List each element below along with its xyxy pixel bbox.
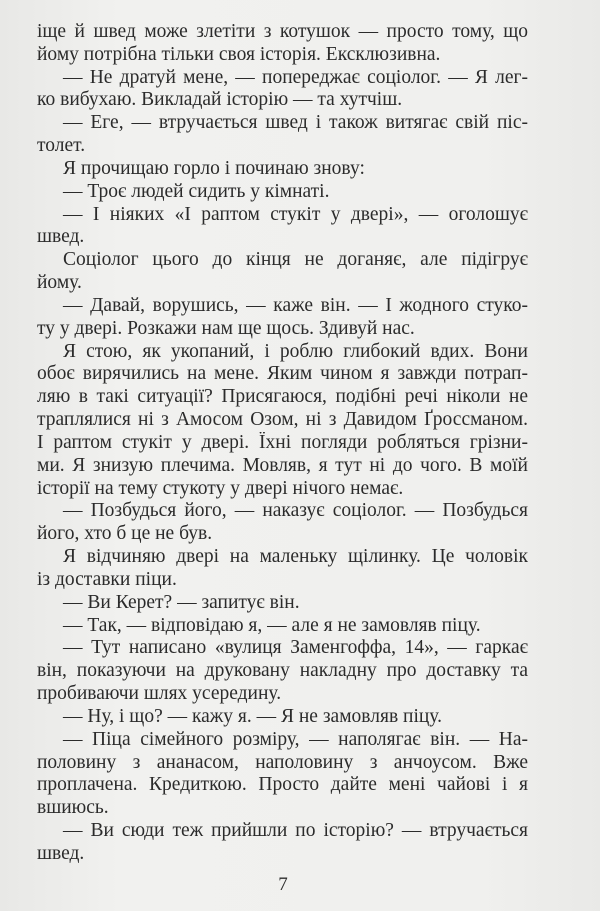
text-line: — Тут написано «вулиця Заменгоффа, 14», — гаркає — [63, 637, 528, 659]
text-line: Я прочищаю горло і починаю знову: — [63, 157, 365, 179]
text-line: — Ну, і що? — кажу я. — Я не замовляв піцу. — [63, 705, 442, 727]
text-line: — Ви Керет? — запитує він. — [63, 591, 300, 613]
text-line: — Троє людей сидить у кімнаті. — [63, 180, 330, 202]
text-line: швед. — [37, 842, 85, 864]
text-line: він, показуючи на друковану накладну про доставку та — [37, 660, 528, 682]
text-line: обоє вирячились на мене. Яким чином я завжди потрап- — [37, 363, 528, 385]
text-line: із доставки піци. — [37, 568, 177, 590]
text-line: Я відчиняю двері на маленьку щілинку. Це чоловік — [63, 546, 528, 568]
text-line: історії на тему стукоту у двері нічого немає. — [37, 477, 404, 499]
text-line: ту у двері. Розкажи нам ще щось. Здивуй нас. — [37, 317, 415, 339]
page-number: 7 — [278, 874, 288, 895]
text-line: Соціолог цього до кінця не доганяє, але підігрує — [63, 249, 528, 271]
text-line: — Ви сюди теж прийшли по історію? — втручається — [63, 819, 528, 841]
text-line: вшиюсь. — [37, 797, 109, 819]
text-line: проплачена. Кредиткою. Просто дайте мені чайові і я — [37, 774, 528, 796]
text-line: половину з ананасом, наполовину з анчоусом. Вже — [37, 751, 528, 773]
text-line: швед. — [37, 226, 85, 248]
text-line: пробиваючи шлях усередину. — [37, 683, 282, 705]
text-line: І раптом стукіт у двері. Їхні погляди робляться грізни- — [37, 431, 528, 453]
text-line: — Позбудься його, — наказує соціолог. — Позбудься — [63, 500, 528, 522]
text-line: ми. Я знизую плечима. Мовляв, я тут ні до чого. В моїй — [37, 454, 528, 476]
text-line: — Еге, — втручається швед і також витягає свій піс- — [63, 112, 528, 134]
text-line: — Давай, ворушись, — каже він. — І жодного стуко- — [63, 294, 528, 316]
text-line: толет. — [37, 135, 86, 157]
text-line: траплялися ні з Амосом Озом, ні з Давидом Ґроссманом. — [37, 409, 528, 431]
text-line: ко вибухаю. Викладай історію — та хутчіш. — [37, 89, 403, 111]
text-line: ляю в такі ситуації? Присягаюся, подібні речі ніколи не — [37, 386, 528, 408]
text-line: — Не дратуй мене, — попереджає соціолог. — Я лег- — [63, 66, 528, 88]
text-line: — Так, — відповідаю я, — але я не замовляв піцу. — [63, 614, 481, 636]
text-line: йому потрібна тільки своя історія. Ексклюзивна. — [37, 43, 441, 65]
text-line: — І ніяких «І раптом стукіт у двері», — оголошує — [63, 203, 528, 225]
text-line: — Піца сімейного розміру, — наполягає він. — На- — [63, 728, 528, 750]
page-body-text — [37, 21, 528, 866]
text-line: йому. — [37, 272, 82, 294]
text-line: Я стою, як укопаний, і роблю глибокий вдих. Вони — [63, 340, 528, 362]
text-line: його, хто б це не був. — [37, 523, 213, 545]
text-line: іще й швед може злетіти з котушок — просто тому, що — [37, 21, 528, 42]
